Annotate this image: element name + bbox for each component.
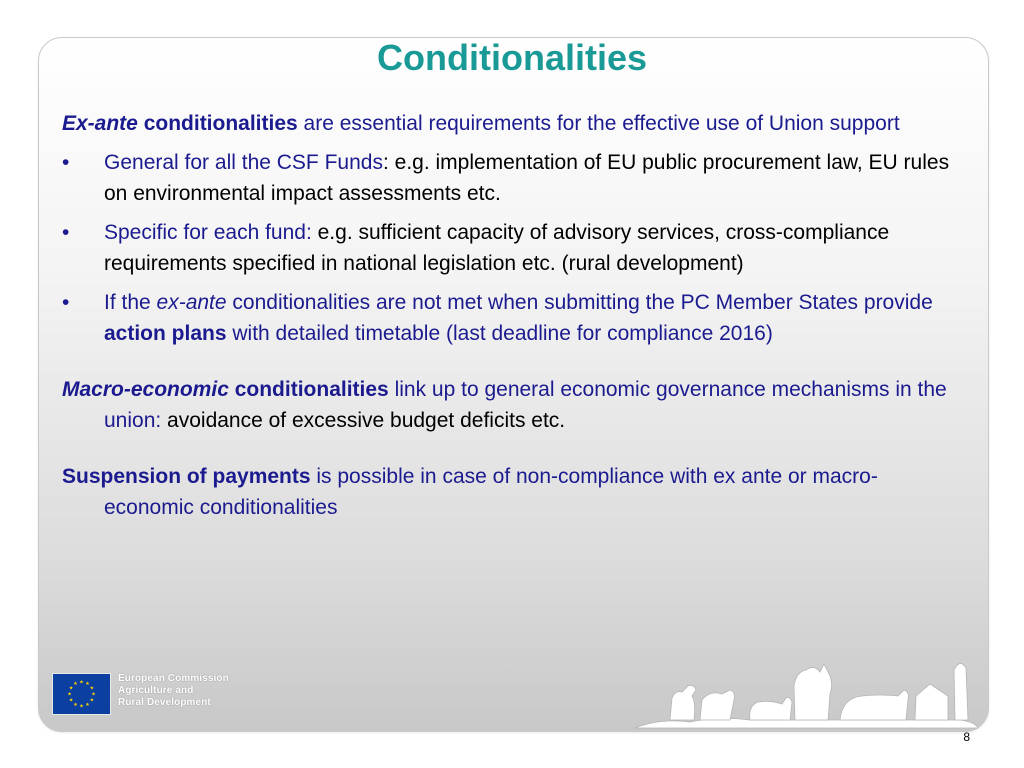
ex-ante-description: are essential requirements for the effective use of Union support bbox=[297, 112, 900, 135]
macro-conditionalities-label: conditionalities bbox=[228, 378, 389, 401]
flag-star-icon: ★ bbox=[89, 697, 95, 704]
macro-economic-label: Macro-economic bbox=[62, 378, 229, 401]
suspension-description: is possible in case of non-compliance with ex ante or macro-economic conditionalities bbox=[104, 465, 878, 519]
ex-ante-paragraph bbox=[62, 108, 962, 139]
flag-star-icon: ★ bbox=[85, 701, 90, 708]
bullet-general-heading: General for all the CSF Funds bbox=[104, 151, 383, 174]
bullet-dot: • bbox=[62, 291, 70, 314]
bullet-action-post: with detailed timetable (last deadline for compliance 2016) bbox=[226, 322, 773, 345]
bullet-general-text: : e.g. implementation of EU public procurement law, EU rules on environmental impact assessments etc. bbox=[104, 151, 950, 205]
bullet-specific bbox=[62, 217, 962, 279]
flag-star-icon: ★ bbox=[67, 691, 72, 698]
slide-title: Conditionalities bbox=[377, 37, 647, 78]
ec-label bbox=[118, 673, 229, 709]
ec-line-1: European Commission bbox=[118, 673, 229, 684]
bullet-general bbox=[62, 147, 962, 209]
farm-animals-illustration bbox=[630, 650, 980, 730]
flag-star-icon: ★ bbox=[79, 679, 84, 686]
flag-star-icon: ★ bbox=[91, 691, 96, 698]
flag-star-icon: ★ bbox=[79, 703, 84, 710]
ec-line-2: Agriculture and bbox=[118, 685, 194, 696]
bullet-action-plans bbox=[62, 287, 962, 349]
bullet-action-italic: ex-ante bbox=[156, 291, 227, 314]
macro-economic-paragraph bbox=[62, 374, 962, 436]
flag-star-icon: ★ bbox=[73, 701, 78, 708]
page-number: 8 bbox=[963, 730, 970, 744]
ec-logo bbox=[52, 673, 229, 715]
conditionalities-label: conditionalities bbox=[137, 112, 298, 135]
suspension-paragraph bbox=[62, 461, 962, 523]
flag-star-icon: ★ bbox=[68, 697, 74, 704]
slide-body bbox=[62, 108, 962, 523]
bullet-specific-heading: Specific for each fund: bbox=[104, 221, 312, 244]
flag-star-icon: ★ bbox=[73, 681, 78, 688]
bullet-specific-text: e.g. sufficient capacity of advisory services, cross-compliance requirements specified in national legislation etc. (rural development) bbox=[104, 221, 890, 275]
flag-star-icon: ★ bbox=[89, 685, 95, 692]
bullet-dot: • bbox=[62, 151, 70, 174]
flag-star-icon: ★ bbox=[85, 681, 90, 688]
eu-flag-icon bbox=[52, 673, 111, 715]
bullet-action-mid: conditionalities are not met when submitting the PC Member States provide bbox=[226, 291, 933, 314]
bullet-action-bold: action plans bbox=[104, 322, 227, 345]
suspension-label: Suspension of payments bbox=[62, 465, 311, 488]
macro-economic-example: avoidance of excessive budget deficits etc. bbox=[161, 409, 566, 432]
ec-line-3: Rural Development bbox=[118, 697, 211, 708]
flag-star-icon: ★ bbox=[68, 685, 74, 692]
macro-economic-description: link up to general economic governance mechanisms in the union: bbox=[104, 378, 947, 432]
ex-ante-label: Ex-ante bbox=[62, 112, 138, 135]
bullet-dot: • bbox=[62, 221, 70, 244]
bullet-action-pre: If the bbox=[104, 291, 157, 314]
